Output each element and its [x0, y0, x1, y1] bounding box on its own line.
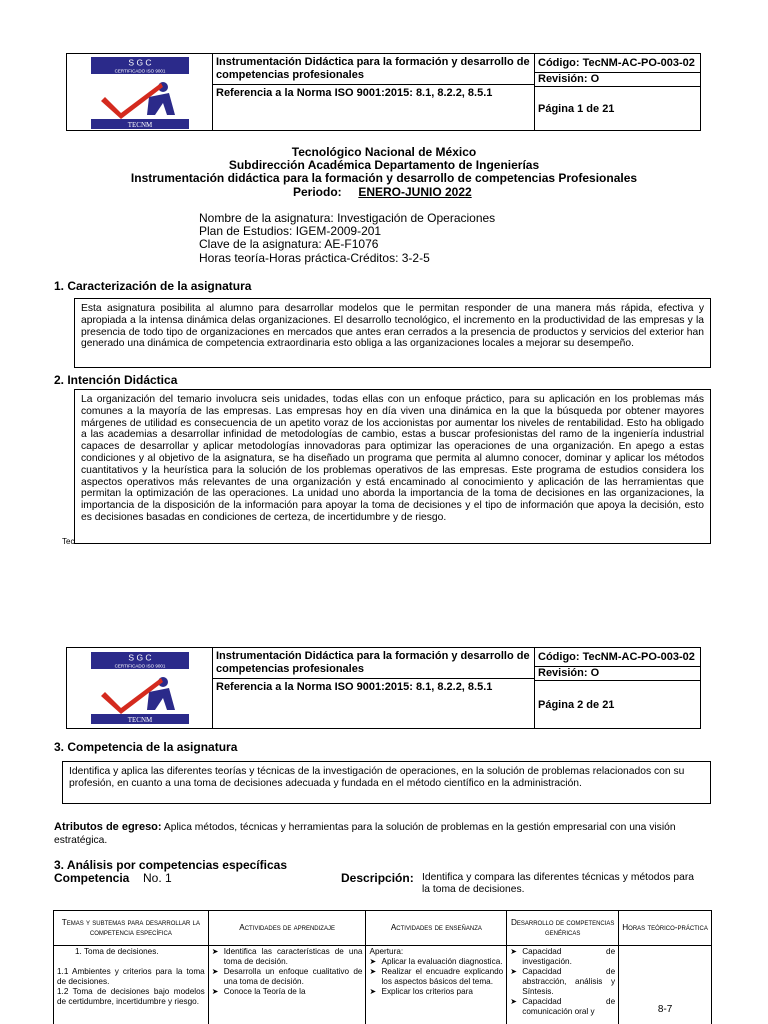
generic-item: ➤ Capacidad de investigación.	[510, 947, 616, 966]
col-header-learning: Actividades de aprendizaje	[208, 911, 366, 946]
logo-brand: TECNM	[127, 716, 153, 724]
arrow-bullet-icon: ➤	[369, 987, 377, 996]
teaching-item: ➤ Aplicar la evaluación diagnostica.	[369, 957, 503, 966]
arrow-bullet-icon: ➤	[369, 967, 377, 976]
teaching-title: Apertura:	[369, 947, 404, 956]
hours-cell	[619, 946, 712, 1024]
generic-item: ➤ Capacidad de comunicación oral y	[510, 997, 616, 1016]
header-reference: Referencia a la Norma ISO 9001:2015: 8.1, 8.2.2, 8.5.1	[216, 681, 493, 693]
logo-cert: CERTIFICADO ISO 9001	[114, 663, 166, 669]
period-line	[0, 186, 768, 199]
arrow-bullet-icon: ➤	[211, 947, 219, 956]
learning-item: ➤ Identifica las características de una toma de decisión.	[211, 947, 363, 966]
generic-item: ➤ Capacidad de abstracción, análisis y Síntesis.	[510, 967, 616, 996]
sgc-tecnm-logo	[91, 57, 189, 129]
arrow-bullet-icon: ➤	[211, 987, 219, 996]
header-reference: Referencia a la Norma ISO 9001:2015: 8.1, 8.2.2, 8.5.1	[216, 87, 493, 99]
section1-heading: 1. Caracterización de la asignatura	[54, 279, 252, 293]
section1-text: Esta asignatura posibilita al alumno para desarrollar modelos que le permitan responder de una manera más rápida, efectiva y apropiada a la intensa dinámica delas organizaciones. El desarrollo tecnológico, el incremento en la productividad de las empresas y la presencia de todo tipo de organizaciones en mercados que antes eran cerrados a la presencia de productos y servicios del exterior han generado una dinámica de competencia extraordinaria esto obliga a las organizaciones locales a mejorar su desempeño.	[74, 298, 711, 368]
topics-cell	[54, 946, 209, 1024]
description-text: Identifica y compara las diferentes técnicas y métodos para la toma de decisiones.	[422, 872, 694, 895]
header-code: Código: TecNM-AC-PO-003-02	[535, 54, 700, 73]
arrow-bullet-icon: ➤	[510, 967, 518, 976]
header-revision: Revisión: O	[535, 667, 700, 681]
arrow-bullet-icon: ➤	[211, 967, 219, 976]
generic-cell	[507, 946, 619, 1024]
logo-letters: S G C	[128, 57, 152, 68]
subject-hours: Horas teoría-Horas práctica-Créditos: 3-2-5	[199, 251, 430, 265]
sgc-logo-cell	[67, 54, 213, 130]
topic-item: 1.2 Toma de decisiones bajo modelos de certidumbre, incertidumbre y riesgo.	[57, 987, 205, 1006]
col-header-topics: Temas y subtemas para desarrollar la competencia específica	[54, 911, 209, 946]
header-table-page2	[66, 647, 701, 729]
learning-item: ➤ Desarrolla un enfoque cualitativo de una toma de decisión.	[211, 967, 363, 986]
topic-item: 1. Toma de decisiones.	[75, 947, 159, 956]
col-header-generic: Desarrollo de competencias genéricas	[507, 911, 619, 946]
footer-fragment: Tec	[62, 537, 75, 546]
sgc-tecnm-logo	[91, 652, 189, 724]
learning-item: ➤ Conoce la Teoría de la	[211, 987, 306, 996]
col-header-hours: Horas teórico-práctica	[619, 911, 712, 946]
section3-text: Identifica y aplica las diferentes teorías y técnicas de la investigación de operaciones, en la solución de problemas relacionados con su profesión, en cuanto a una toma de decisiones adecuada y fundada en el método científico en la administración.	[62, 761, 711, 804]
header-table-page1	[66, 53, 701, 131]
header-page-number: Página 2 de 21	[538, 698, 615, 711]
period-value: ENERO-JUNIO 2022	[358, 185, 472, 199]
competence-activities-table	[53, 910, 712, 1024]
sgc-logo-cell	[67, 648, 213, 728]
logo-brand: TECNM	[127, 121, 153, 129]
competence-value: No. 1	[143, 871, 172, 885]
logo-letters: S G C	[128, 652, 152, 663]
header-title: Instrumentación Didáctica para la formación y desarrollo de competencias profesionales	[213, 54, 534, 85]
attributes-paragraph	[54, 821, 714, 847]
section2-text: La organización del temario involucra seis unidades, todas ellas con un enfoque práctico, para su aplicación en los problemas más comunes a la mayoría de las empresas. Las empresas hoy en día viven una dinámica en la que la búsqueda por obtener mayores márgenes de utilidad es consecuencia de un apetito voraz de los accionistas por aumentar los niveles de rentabilidad. Esto ha obligado a las academias a desarrollar infinidad de metodologías de cambio, estas a buscar profesionistas del ramo de la ingeniería industrial capaces de desarrollar y aplicar metodologías innovadoras para optimizar las operaciones de una organización. En apego a estas condiciones y al objetivo de la asignatura, se ha diseñado un programa que permita al alumno conocer, dominar y aplicar los métodos cuantitativos y la heurística para la solución de los problemas operativos de las empresas. Este programa de estudios considera los aspectos operativos más relevantes de una organización y está encaminado al conocimiento y aplicación de las herramientas que permitan la optimización de las operaciones. La unidad uno aborda la importancia de la toma de decisiones en las organizaciones, la importancia de la disposición de la información para apoyar la toma de decisiones y el tipo de información que apoya la decisión, esto es decisiones basadas en condiciones de certeza, de incertidumbre y de riesgo.	[74, 389, 711, 544]
attributes-label: Atributos de egreso:	[54, 821, 162, 833]
subject-key: Clave de la asignatura: AE-F1076	[199, 237, 379, 251]
arrow-bullet-icon: ➤	[510, 997, 518, 1006]
header-title: Instrumentación Didáctica para la formación y desarrollo de competencias profesionales	[213, 648, 534, 679]
arrow-bullet-icon: ➤	[510, 947, 518, 956]
arrow-bullet-icon: ➤	[369, 957, 377, 966]
document-title: Instrumentación didáctica para la formación y desarrollo de competencias Profesionales	[130, 171, 638, 185]
description-label: Descripción:	[341, 871, 414, 885]
attributes-text: Aplica métodos, técnicas y herramientas para la solución de problemas en la gestión empresarial con una visión estratégica.	[54, 822, 676, 846]
subject-name: Nombre de la asignatura: Investigación de Operaciones	[199, 211, 496, 225]
section3-heading: 3. Competencia de la asignatura	[54, 740, 238, 754]
section4-heading: 3. Análisis por competencias específicas	[54, 858, 287, 872]
teaching-cell	[366, 946, 507, 1024]
department-title: Subdirección Académica Departamento de Ingenierías	[228, 158, 540, 172]
topic-item: 1.1 Ambientes y criterios para la toma de decisiones.	[57, 967, 205, 986]
period-label: Periodo:	[292, 185, 342, 199]
learning-cell	[208, 946, 366, 1024]
header-revision: Revisión: O	[535, 73, 700, 87]
competence-label: Competencia	[54, 871, 130, 885]
teaching-item: ➤ Realizar el encuadre explicando los aspectos básicos del tema.	[369, 967, 504, 986]
header-page-number: Página 1 de 21	[538, 102, 615, 115]
section2-heading: 2. Intención Didáctica	[54, 373, 178, 387]
header-code: Código: TecNM-AC-PO-003-02	[535, 648, 700, 667]
teaching-item: ➤ Explicar los criterios para	[369, 987, 473, 996]
logo-cert: CERTIFICADO ISO 9001	[114, 68, 166, 74]
col-header-teaching: Actividades de enseñanza	[366, 911, 507, 946]
subject-plan: Plan de Estudios: IGEM-2009-201	[199, 224, 382, 238]
institution-title: Tecnológico Nacional de México	[291, 145, 477, 159]
hours-value: 8-7	[657, 1004, 673, 1015]
